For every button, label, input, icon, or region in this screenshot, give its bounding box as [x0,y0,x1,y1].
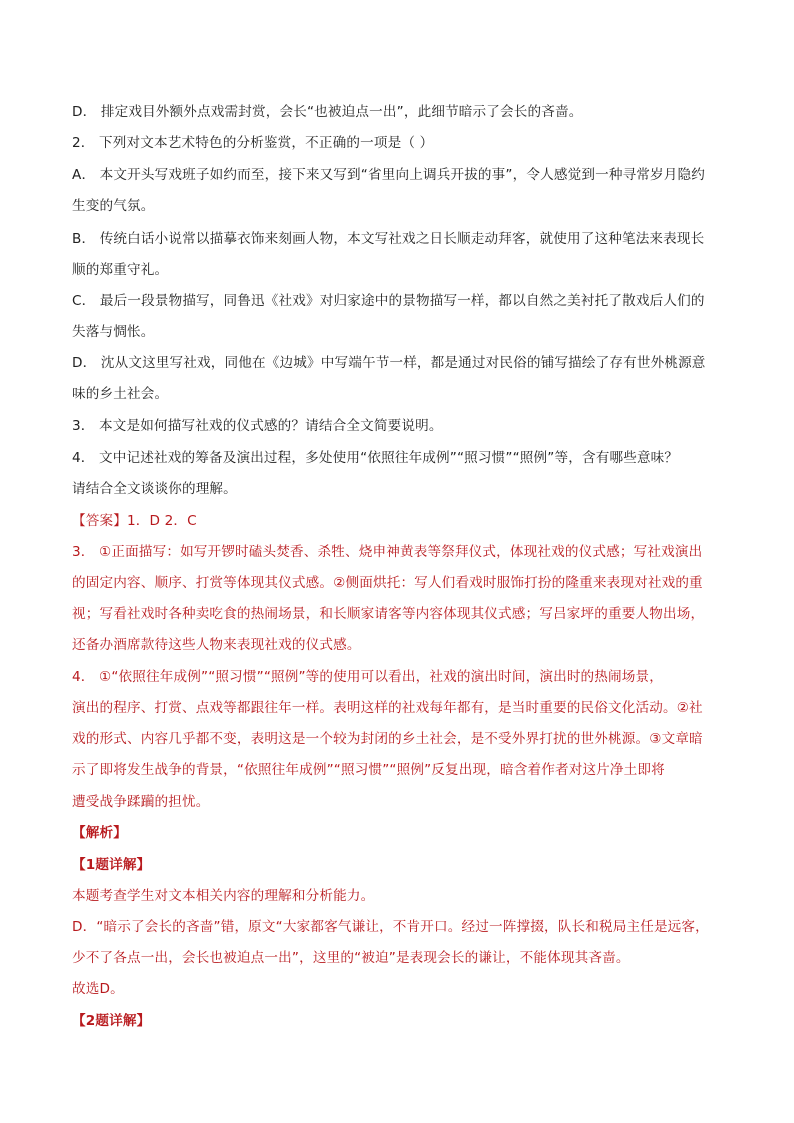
text-line: 【解析】 [72,825,127,841]
text-line: D． 排定戏目外额外点戏需封赏，会长“也被迫点一出”，此细节暗示了会长的吝啬。 [72,104,583,120]
text-line: 演出的程序、打赏、点戏等都跟往年一样。表明这样的社戏每年都有，是当时重要的民俗文化活动。②社 [72,700,703,716]
text-line: 【1题详解】 [72,857,151,873]
text-line: 4． ①“依照往年成例”“照习惯”“照例”等的使用可以看出，社戏的演出时间，演出时的热闹场景， [72,669,664,685]
text-line: 本题考查学生对文本相关内容的理解和分析能力。 [72,888,375,904]
text-line: D． 沈从文这里写社戏，同他在《边城》中写端午节一样，都是通过对民俗的铺写描绘了存有世外桃源意 [72,355,706,371]
text-line: 失落与惆怅。 [72,324,155,340]
text-line: 【2题详解】 [72,1013,151,1029]
text-line: 【答案】1．D 2．C [72,513,197,529]
text-line: 2． 下列对文本艺术特色的分析鉴赏，不正确的一项是（ ） [72,135,434,151]
text-line: 3． 本文是如何描写社戏的仪式感的？请结合全文简要说明。 [72,418,443,434]
text-line: 还备办酒席款待这些人物来表现社戏的仪式感。 [72,637,361,653]
text-line: 戏的形式、内容几乎都不变，表明这是一个较为封闭的乡土社会，是不受外界打扰的世外桃源。③文章暗 [72,731,703,747]
text-line: 3． ①正面描写：如写开锣时磕头焚香、杀牲、烧申神黄表等祭拜仪式，体现社戏的仪式感；写社戏演出 [72,544,703,560]
text-line: A． 本文开头写戏班子如约而至，接下来又写到“省里向上调兵开拔的事”，令人感觉到一种寻常岁月隐约 [72,167,706,183]
text-line: 示了即将发生战争的背景，“依照往年成例”“照习惯”“照例”反复出现，暗含着作者对这片净土即将 [72,762,665,778]
text-line: 故选D。 [72,981,124,997]
text-line: 顺的郑重守礼。 [72,262,169,278]
text-line: 请结合全文谈谈你的理解。 [72,481,237,497]
text-line: 视；写看社戏时各种卖吃食的热闹场景，和长顺家请客等内容体现其仪式感；写吕家坪的重要人物出场， [72,606,705,622]
text-line: 的固定内容、顺序、打赏等体现其仪式感。②侧面烘托：写人们看戏时服饰打扮的隆重来表现对社戏的重 [72,575,703,591]
text-line: 遭受战争蹂躏的担忧。 [72,794,210,810]
text-line: D．“暗示了会长的吝啬”错，原文“大家都客气谦让，不肯开口。经过一阵撑掇，队长和税局主任是远客， [72,919,709,935]
text-line: 味的乡土社会。 [72,386,169,402]
text-line: C． 最后一段景物描写，同鲁迅《社戏》对归家途中的景物描写一样，都以自然之美衬托了散戏后人们的 [72,293,705,309]
text-line: B． 传统白话小说常以描摹衣饰来刻画人物，本文写社戏之日长顺走动拜客，就使用了这种笔法来表现长 [72,231,705,247]
text-line: 4． 文中记述社戏的筹备及演出过程，多处使用“依照往年成例”“照习惯”“照例”等，含有哪些意味？ [72,450,679,466]
text-line: 少不了各点一出，会长也被迫点一出”，这里的“被迫”是表现会长的谦让，不能体现其吝啬。 [72,950,630,966]
text-line: 生变的气氛。 [72,198,155,214]
